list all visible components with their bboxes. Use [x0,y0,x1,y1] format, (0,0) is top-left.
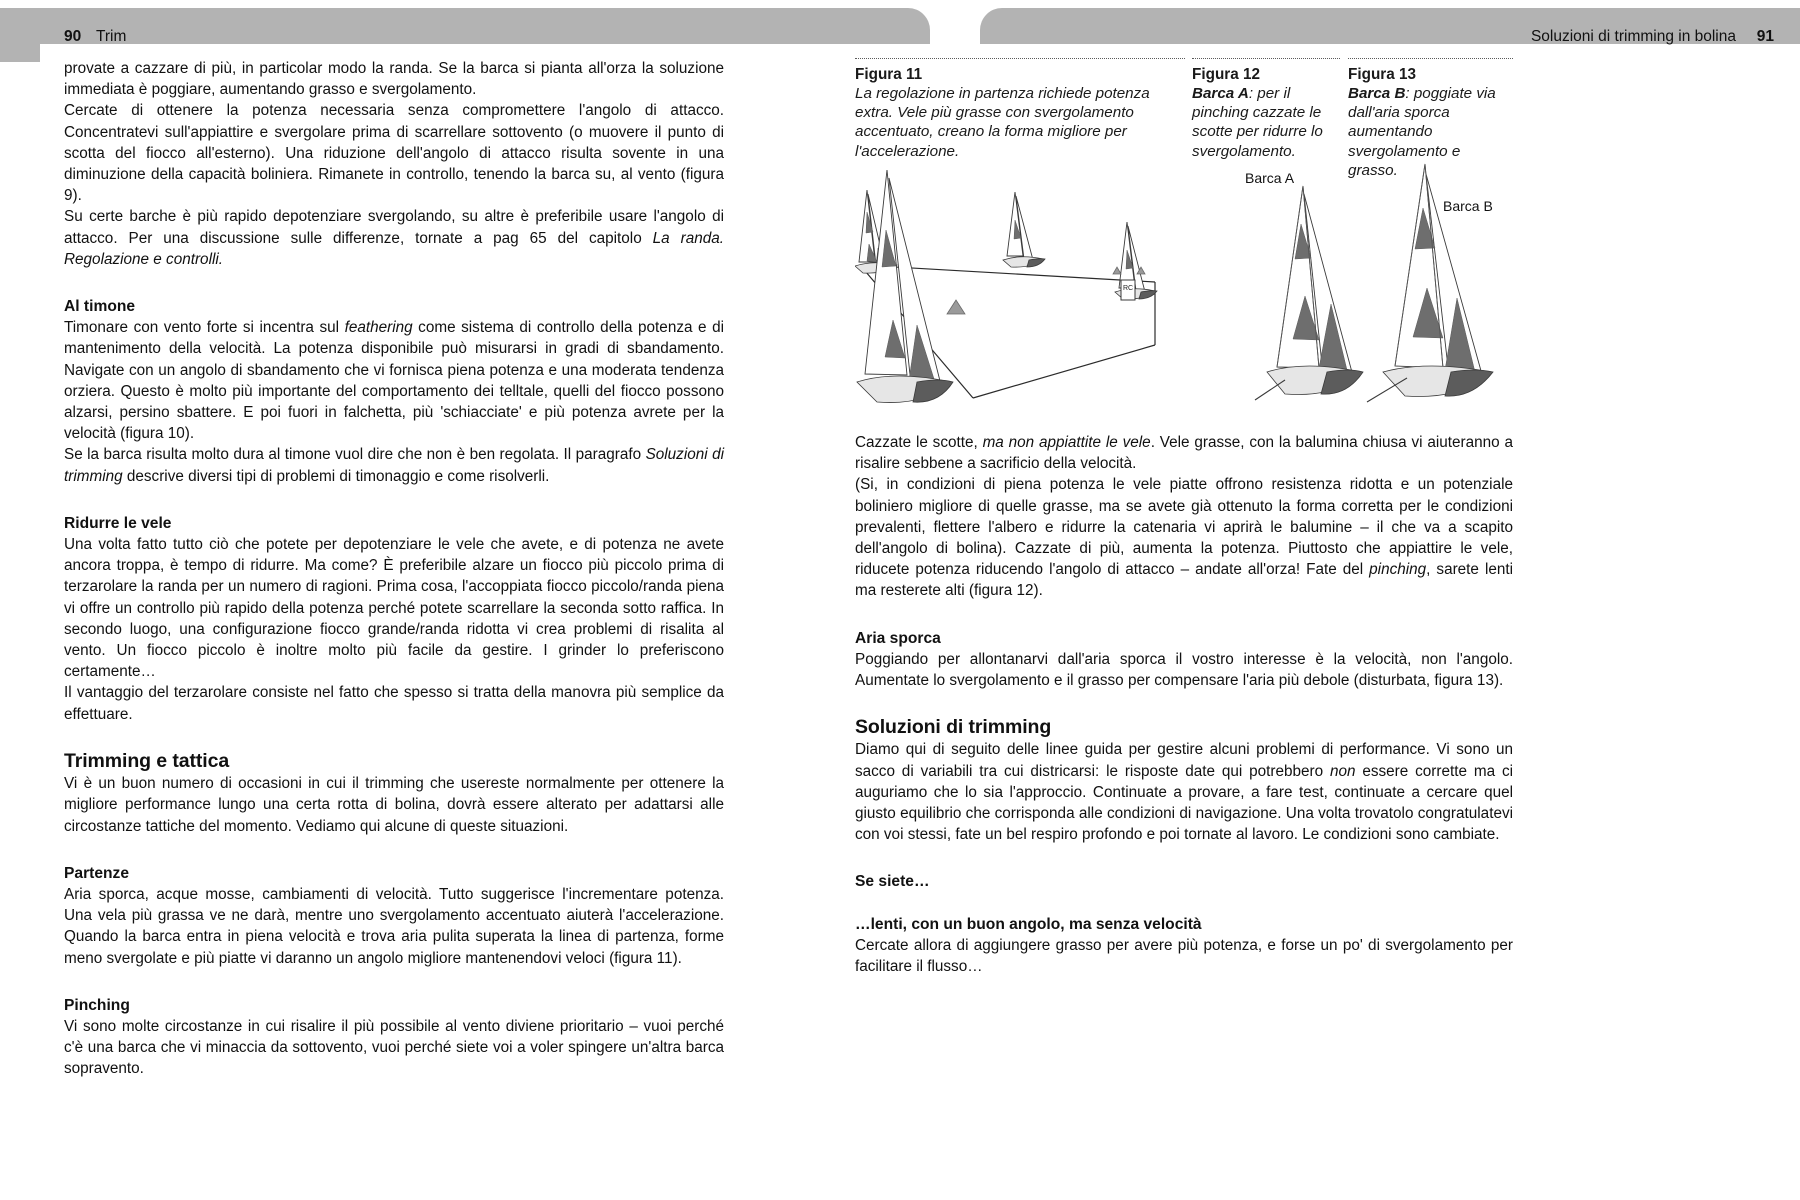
cazzate-2b: , sarete lenti ma resterete alti (figura 12). [855,561,1513,600]
spacer [64,969,724,995]
spacer [64,837,724,863]
barca-a-label: Barca A [1245,170,1295,186]
figure-11-block [855,58,1185,161]
figure-13-title: Figura 13 [1348,66,1417,83]
sailboat-mid [1003,192,1045,267]
figure-12-rule [1192,58,1340,59]
running-head-right [980,8,1800,44]
paragraph-al-timone-1 [64,317,724,444]
paragraph-lenti-1: Cercate allora di aggiungere grasso per avere più potenza, e forse un po' di svergolamento per facilitare il flusso… [855,936,1513,976]
paragraph-pinching-1: Vi sono molte circostanze in cui risalire il più possibile al vento diviene prioritario – vuoi perché c'è una barca che vi minaccia da sottovento, vuoi perché siete voi a voler spingere un'altra barca sopravento. [64,1017,724,1078]
heading-partenze: Partenze [64,864,130,882]
left-running-title: Trim [96,28,127,45]
sailboat-b [1367,164,1493,402]
figure-11-caption: La regolazione in partenza richiede potenza extra. Vele più grasse con svergolamento accentuato, creano la forma migliore per l'accelerazione. [855,85,1150,160]
paragraph-partenze-1: Aria sporca, acque mosse, cambiamenti di velocità. Tutto suggerisce l'incrementare potenza. Una vela più grassa ve ne darà, mentre uno svergolamento accentuato aiuterà l'accelerazione. Quando la barca entra in piena velocità e trova aria pulita superata la linea di partenza, forme meno svergolate e più piatte vi daranno un angolo migliore mantenendovi veloci (figura 11). [64,885,724,967]
soluzioni-1b: essere corrette ma ci auguriamo che lo sia l'approccio. Continuate a provare, a fare test, continuate a cercare quel giusto equilibrio che corrisponda alle condizioni di navigazione. Una volta trovatolo congratulatevi con voi stessi, fate un bel respiro profondo e poi tornate al lavoro. Le condizioni sono cambiate. [855,762,1513,844]
heading-aria-sporca: Aria sporca [855,629,941,647]
figure-12-caption-bold: Barca A [1192,85,1249,102]
sailboat-foreground [857,170,953,403]
figure-band [855,58,1513,420]
right-running-title: Soluzioni di trimming in bolina [1530,28,1736,45]
heading-pinching: Pinching [64,996,130,1014]
paragraph-cazzate-2 [855,474,1513,601]
figure-13-rule [1348,58,1513,59]
al-timone-2a: Se la barca risulta molto dura al timone vuol dire che non è ben regolata. Il paragrafo [64,446,646,464]
spacer [64,270,724,296]
right-text-column [855,432,1513,977]
figure-11-title: Figura 11 [855,66,923,83]
start-mark-buoy [947,300,965,314]
heading-se-siete: Se siete… [855,873,930,891]
al-timone-2b: descrive diversi tipi di problemi di timonaggio e come risolverli. [122,467,550,485]
figure-13-caption-bold: Barca B [1348,85,1406,102]
barca-b-illustration [1351,162,1531,412]
cazzate-2-italic: pinching [1369,561,1427,579]
paragraph-intro-3 [64,206,724,270]
spacer [855,602,1513,628]
paragraph-aria-sporca-1: Poggiando per allontanarvi dall'aria sporca il vostro interesse è la velocità, non l'angolo. Aumentate lo svergolamento e il grasso per compensare l'aria più debole (disturbata, figura 13). [855,650,1513,690]
paragraph-ridurre-1: Una volta fatto tutto ciò che potete per depotenziare le vele che avete, e di potenza ne avete ancora troppa, è tempo di ridurre. Ma come? È preferibile alzare un fiocco più piccolo prima di terzarolare la randa per un numero di ragioni. Prima cosa, l'accoppiata fiocco piccolo/randa piena vi offre un controllo più rapido della potenza perché potete scarrellare la seconda sotto raffica. In secondo luogo, una configurazione fiocco grande/randa ridotta vi crea problemi di risalita al vento. Un fiocco piccolo è inoltre molto più facile da gestire. I grinder lo preferiscono certamente… [64,536,724,681]
layline-bottom [973,345,1155,398]
figure-12-caption-rest: : per il pinching cazzate le scotte per ridurre lo svergolamento. [1192,85,1323,160]
figure-12-title: Figura 12 [1192,66,1261,83]
paragraph-trimming-tattica-1: Vi è un buon numero di occasioni in cui il trimming che usereste normalmente per ottenere la migliore performance lungo una certa rotta di bolina, dovrà essere alterato per adattarsi alle circostanze tattiche del momento. Vediamo qui alcune di queste situazioni. [64,775,724,835]
committee-label: RC [1123,285,1134,292]
spacer [855,691,1513,717]
barca-b-label: Barca B [1443,198,1493,214]
al-timone-1b: come sistema di controllo della potenza e di mantenimento della velocità. La potenza disponibile può misurarsi in gradi di sbandamento. Navigate con un angolo di sbandamento che vi fornisca piena potenza e una moderata tendenza orziera. Questo è molto più importante del comportamento dei telltale, quelli del fiocco possono alzarsi, persino sbattere. E poi fuori in falchetta, più 'schiacciate' e più potenza avrete per la velocità (figura 10). [64,319,724,443]
al-timone-2-italic: Soluzioni di trimming [64,446,724,485]
al-timone-1-italic: feathering [344,319,413,337]
figure-11-rule [855,58,1185,59]
cazzate-2a: (Si, in condizioni di piena potenza le vele piatte offrono resistenza ridotta e un potenziale boliniero migliore di quelle grasse, ma se avete già ottenuto la forma corretta per le condizioni prevalenti, flettere l'albero e ridurre la catenaria vi aprirà le balumine – il che va a scapito dell'angolo di bolina). Cazzate di più, aumenta la potenza. Piuttosto che appiattire le vele, riducete potenza riducendo l'angolo di attacco – andate all'orza! Fate del [855,476,1513,579]
heading-ridurre-le-vele: Ridurre le vele [64,514,172,532]
paragraph-intro-2: Cercate di ottenere la potenza necessaria senza compromettere l'angolo di attacco. Concentratevi sull'appiattire e svergolare prima di scarrellare sottovento (o muovere il punto di scotta del fiocco all'esterno). Una riduzione dell'angolo di attacco risulta sovente in una diminuzione della capacità boliniera. Rimanete in controllo, tenendo la barca su, al vento (figura 9). [64,102,724,205]
spacer [855,845,1513,871]
soluzioni-1-italic: non [1329,762,1356,780]
spacer [64,725,724,751]
soluzioni-1a: Diamo qui di seguito delle linee guida per gestire alcuni problemi di performance. Vi sono un sacco di variabili tra cui districarsi: le risposte date qui potrebbero [855,741,1513,780]
cazzate-1b: . Vele grasse, con la balumina chiusa vi aiuteranno a risalire sebbene a sacrificio della velocità. [855,434,1513,473]
al-timone-1a: Timonare con vento forte si incentra sul [64,319,345,337]
intro-3-text: Su certe barche è più rapido depotenziare svergolando, su altre è preferibile usare l'angolo di attacco. Per una discussione sulle differenze, tornate a pag 65 del capitolo [64,208,724,247]
cazzate-1a: Cazzate le scotte, [855,434,983,451]
cazzate-1-italic: ma non appiattite le vele [982,434,1151,451]
figure-12-block [1192,58,1340,161]
paragraph-intro-1: provate a cazzare di più, in particolar modo la randa. Se la barca si pianta all'orza la soluzione immediata è poggiare, aumentando grasso e svergolamento. [64,60,724,99]
paragraph-cazzate-1 [855,432,1513,474]
heading-lenti-buon-angolo: …lenti, con un buon angolo, ma senza velocità [855,915,1202,933]
right-page-number: 91 [1756,28,1774,45]
figure-13-caption-rest: : poggiate via dall'aria sporca aumentando svergolamento e grasso. [1348,85,1496,179]
paragraph-ridurre-2: Il vantaggio del terzarolare consiste nel fatto che spesso si tratta della manovra più semplice da effettuare. [64,684,724,723]
start-line-illustration [855,170,1215,420]
running-head-left [0,8,930,44]
paragraph-al-timone-2 [64,444,724,486]
paragraph-soluzioni-1 [855,739,1513,845]
heading-trimming-e-tattica: Trimming e tattica [64,749,230,772]
intro-3-italic: La randa. Regolazione e controlli. [64,229,724,268]
figure-12-caption [1192,84,1340,161]
sailboat-a [1255,186,1363,400]
spacer [855,893,1513,914]
heading-soluzioni-di-trimming: Soluzioni di trimming [855,716,1052,739]
heading-al-timone: Al timone [64,298,136,316]
left-text-column [64,58,724,1080]
left-page-number: 90 [64,28,82,45]
spacer [64,487,724,513]
